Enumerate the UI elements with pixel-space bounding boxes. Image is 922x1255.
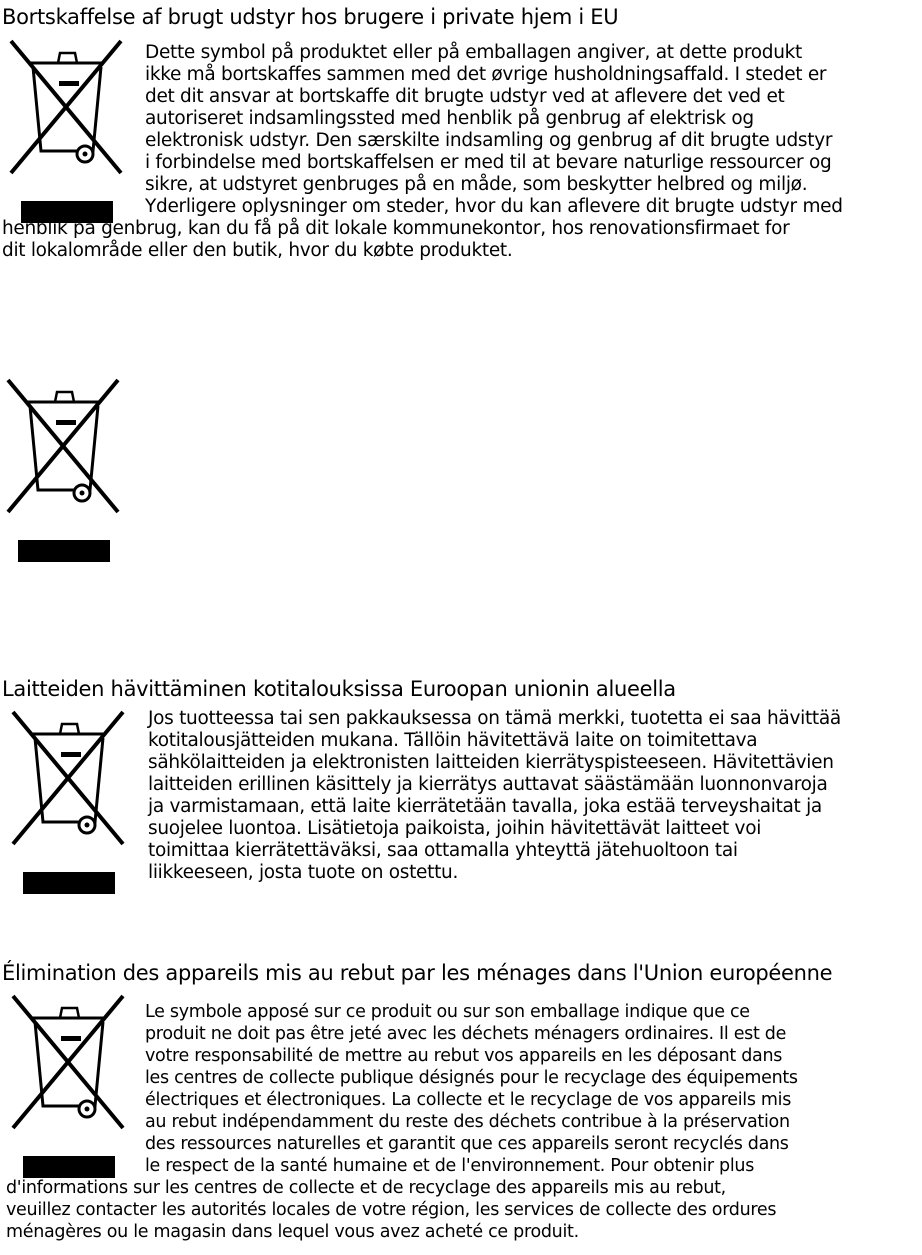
text-line: des ressources naturelles et garantit que ces appareils seront recyclés dans: [145, 1134, 789, 1154]
text-line: Yderligere oplysninger om steder, hvor du kan aflevere dit brugte udstyr med: [145, 196, 843, 217]
text-line: elektronisk udstyr. Den særskilte indsamling og genbrug af dit brugte udstyr: [145, 130, 833, 151]
text-line: liikkeeseen, josta tuote on ostettu.: [148, 862, 459, 883]
text-line: suojelee luontoa. Lisätietoja paikoista, joihin hävitettävät laitteet voi: [148, 818, 762, 839]
text-line: kotitalousjätteiden mukana. Tällöin hävitettävä laite on toimitettava: [148, 730, 758, 751]
section-body-french: [0, 1001, 922, 1243]
section-body-danish: [0, 42, 922, 262]
text-line: dit lokalområde eller den butik, hvor du købte produktet.: [2, 240, 513, 261]
weee-bin-icon: [0, 372, 125, 572]
text-line: sähkölaitteiden ja elektronisten laitteiden kierrätyspisteeseen. Hävitettävien: [148, 752, 834, 773]
section-heading-finnish: Laitteiden hävittäminen kotitalouksissa Euroopan unionin alueella: [2, 677, 676, 701]
text-line: ménagères ou le magasin dans lequel vous avez acheté ce produit.: [6, 1222, 579, 1242]
weee-bin-icon: [5, 704, 130, 904]
text-line: d'informations sur les centres de collecte et de recyclage des appareils mis au rebut,: [6, 1178, 726, 1198]
text-line: i forbindelse med bortskaffelsen er med til at bevare naturlige ressourcer og: [145, 152, 832, 173]
text-line: au rebut indépendamment du reste des déchets contribue à la préservation: [145, 1112, 790, 1132]
text-line: les centres de collecte publique désignés pour le recyclage des équipements: [145, 1068, 798, 1088]
text-line: produit ne doit pas être jeté avec les déchets ménagers ordinaires. Il est de: [145, 1024, 787, 1044]
text-line: toimittaa kierrätettäväksi, saa ottamalla yhteyttä jätehuoltoon tai: [148, 840, 738, 861]
text-line: ikke må bortskaffes sammen med det øvrige husholdningsaffald. I stedet er: [145, 64, 827, 85]
text-line: henblik på genbrug, kan du få på dit lokale kommunekontor, hos renovationsfirmaet for: [2, 218, 790, 239]
text-line: votre responsabilité de mettre au rebut vos appareils en les déposant dans: [145, 1046, 783, 1066]
text-line: Jos tuotteessa tai sen pakkauksessa on tämä merkki, tuotetta ei saa hävittää: [148, 708, 841, 729]
section-body-finnish: [148, 708, 922, 884]
text-line: veuillez contacter les autorités locales de votre région, les services de collecte des ordures: [6, 1200, 777, 1220]
text-line: sikre, at udstyret genbruges på en måde, som beskytter helbred og miljø.: [145, 174, 808, 195]
text-line: autoriseret indsamlingssted med henblik på genbrug af elektrisk og: [145, 108, 754, 129]
text-line: Le symbole apposé sur ce produit ou sur son emballage indique que ce: [145, 1002, 750, 1022]
text-line: laitteiden erillinen käsittely ja kierrätys auttavat säästämään luonnonvaroja: [148, 774, 828, 795]
section-heading-french: Élimination des appareils mis au rebut par les ménages dans l'Union européenne: [2, 961, 833, 985]
text-line: électriques et électroniques. La collecte et le recyclage de vos appareils mis: [145, 1090, 792, 1110]
text-line: ja varmistamaan, että laite kierrätetään tavalla, joka estää terveyshaitat ja: [148, 796, 822, 817]
text-line: le respect de la santé humaine et de l'environnement. Pour obtenir plus: [145, 1156, 755, 1176]
text-line: det dit ansvar at bortskaffe dit brugte udstyr ved at aflevere det ved et: [145, 86, 785, 107]
section-heading-danish: Bortskaffelse af brugt udstyr hos brugere i private hjem i EU: [2, 5, 619, 29]
text-line: Dette symbol på produktet eller på emballagen angiver, at dette produkt: [145, 42, 802, 63]
